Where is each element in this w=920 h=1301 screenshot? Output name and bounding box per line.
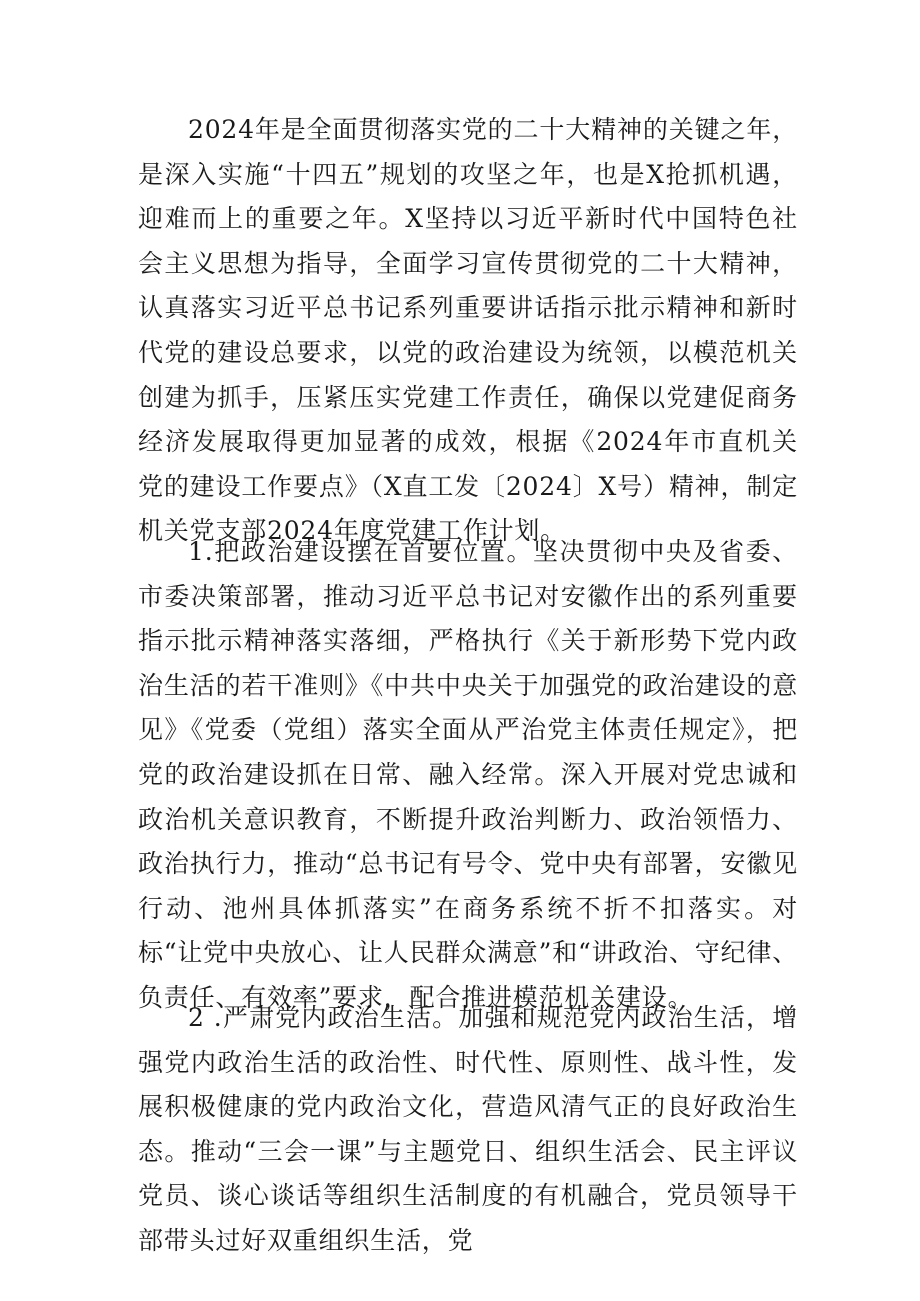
paragraph-intro: 2024年是全面贯彻落实党的二十大精神的关键之年，是深入实施“十四五”规划的攻坚之年，也是X抢抓机遇，迎难而上的重要之年。X坚持以习近平新时代中国特色社会主义思想为指导，全面学习宣传贯彻党的二十大精神，认真落实习近平总书记系列重要讲话指示批示精神和新时代党的建设总要求，以党的政治建设为统领，以模范机关创建为抓手，压紧压实党建工作责任，确保以党建促商务经济发展取得更加显著的成效，根据《2024年市直机关党的建设工作要点》（X直工发〔2024〕X号）精神，制定机关党支部2024年度党建工作计划。	[138, 115, 798, 546]
paragraph-item-2: 2 .严肃党内政治生活。加强和规范党内政治生活，增强党内政治生活的政治性、时代性、原则性、战斗性，发展积极健康的党内政治文化，营造风清气正的良好政治生态。推动“三会一课”与主题党日、组织生活会、民主评议党员、谈心谈话等组织生活制度的有机融合，党员领导干部带头过好双重组织生活，党	[138, 1003, 798, 1255]
paragraph-item-1: 1.把政治建设摆在首要位置。坚决贯彻中央及省委、市委决策部署，推动习近平总书记对安徽作出的系列重要指示批示精神落实落细，严格执行《关于新形势下党内政治生活的若干准则》《中共中央关于加强党的政治建设的意见》《党委（党组）落实全面从严治党主体责任规定》，把党的政治建设抓在日常、融入经常。深入开展对党忠诚和政治机关意识教育，不断提升政治判断力、政治领悟力、政治执行力，推动“总书记有号令、党中央有部署，安徽见行动、池州具体抓落实”在商务系统不折不扣落实。对标“让党中央放心、让人民群众满意”和“讲政治、守纪律、负责任、有效率”要求，配合推进模范机关建设。	[138, 537, 798, 1012]
